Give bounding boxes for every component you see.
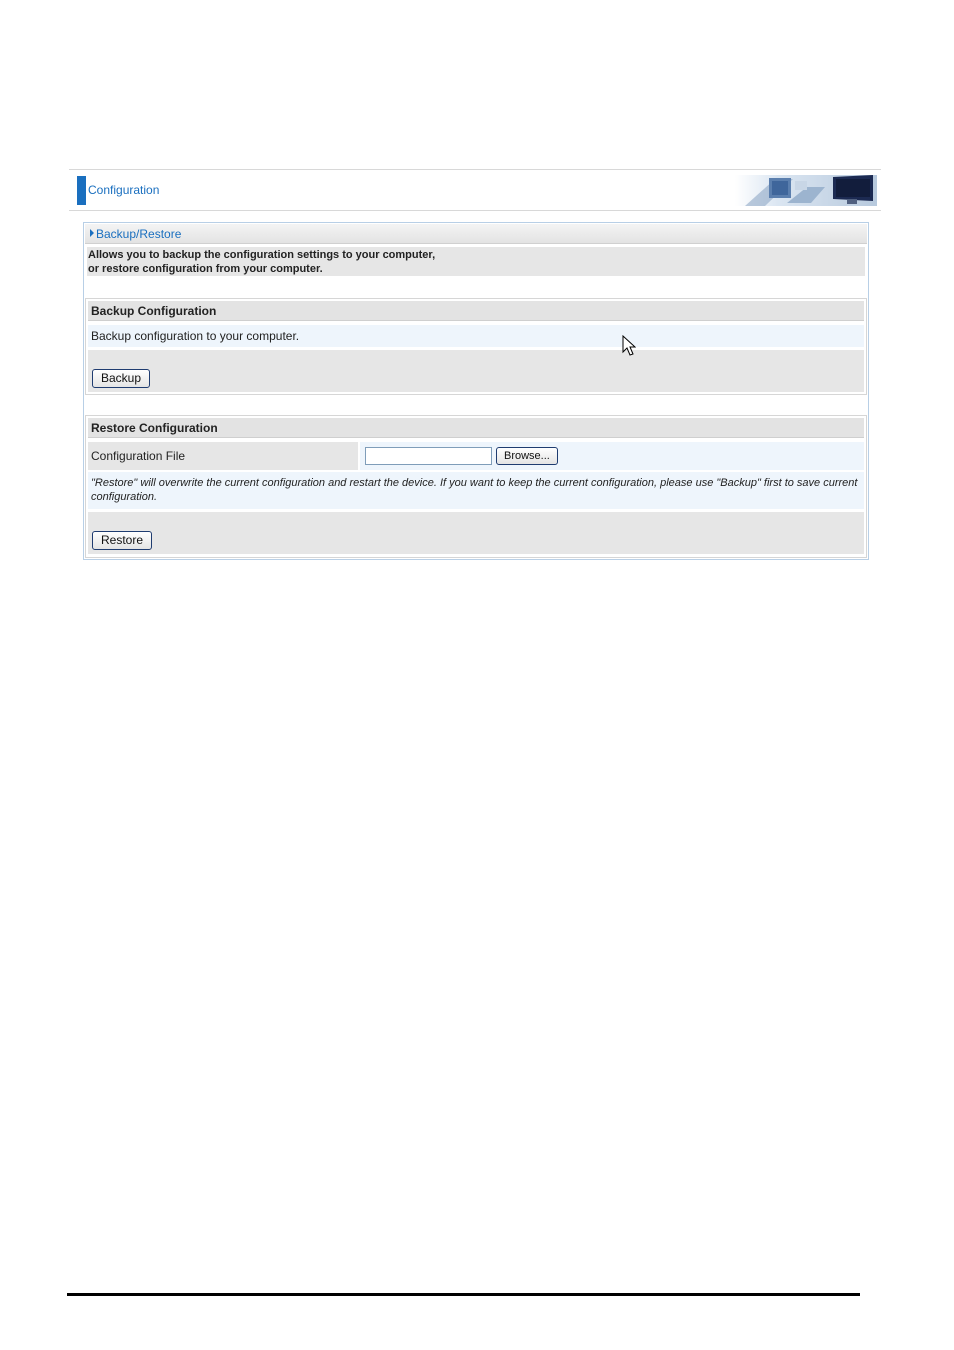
page-header xyxy=(69,169,881,211)
section-arrow-icon xyxy=(90,229,94,237)
browse-button[interactable]: Browse... xyxy=(496,447,558,465)
header-accent-bar xyxy=(77,176,86,205)
backup-restore-panel xyxy=(83,222,869,560)
configuration-file-input[interactable] xyxy=(365,447,492,465)
office-banner-icon xyxy=(735,175,877,206)
restore-action-row xyxy=(88,512,864,554)
backup-action-row xyxy=(88,350,864,392)
description-line-2: or restore configuration from your computer. xyxy=(88,263,323,275)
mouse-cursor-icon xyxy=(622,335,636,357)
restore-button[interactable]: Restore xyxy=(92,531,152,550)
backup-text: Backup configuration to your computer. xyxy=(88,325,864,347)
backup-group xyxy=(85,298,867,395)
configuration-file-label: Configuration File xyxy=(88,442,358,470)
section-description xyxy=(87,247,865,276)
section-title: Backup/Restore xyxy=(96,227,182,241)
restore-group xyxy=(85,415,867,558)
section-header xyxy=(85,224,867,244)
file-input-cell xyxy=(360,442,864,470)
backup-title: Backup Configuration xyxy=(88,301,864,321)
backup-button[interactable]: Backup xyxy=(92,369,150,388)
page-title: Configuration xyxy=(88,183,160,197)
restore-warning: "Restore" will overwrite the current configuration and restart the device. If you want to keep the current configuration, please use "Backup" first to save current configuration. xyxy=(88,472,864,509)
header-banner-image xyxy=(735,175,877,206)
description-line-1: Allows you to backup the configuration settings to your computer, xyxy=(88,249,436,261)
restore-title: Restore Configuration xyxy=(88,418,864,438)
footer-rule xyxy=(67,1293,860,1296)
